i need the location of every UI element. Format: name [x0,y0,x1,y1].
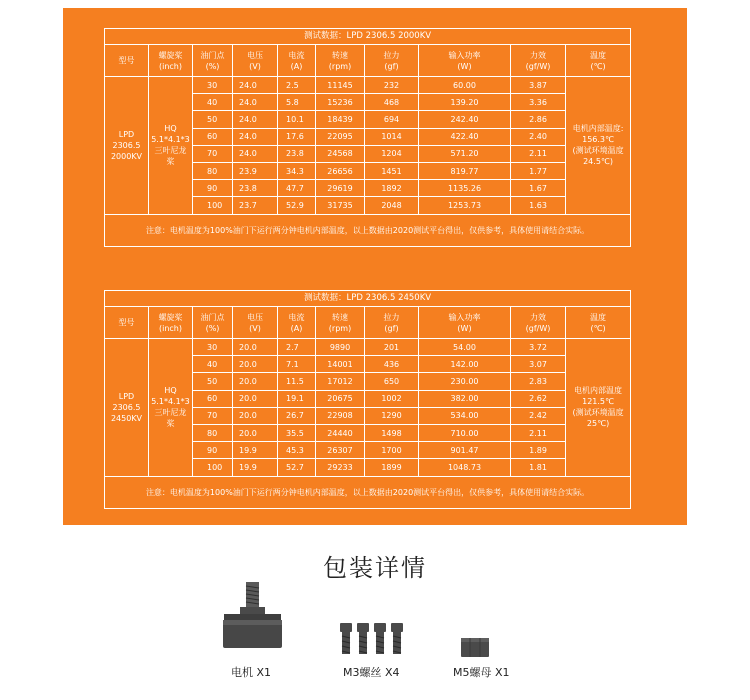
data-cell: 52.7 [278,459,316,476]
data-cell: 2.5 [278,77,316,94]
cell-line: LPD [118,391,135,401]
propeller-cell [149,77,193,215]
package-item-motor [215,580,290,650]
cell-line: (inch) [158,323,182,333]
data-cell: 2.7 [278,339,316,356]
cell-line: 电压 [247,50,263,60]
cell-line: 力效 [530,50,546,60]
data-cell: 31735 [316,197,365,214]
data-cell: 20.0 [233,339,278,356]
data-cell: 2.11 [511,145,566,162]
cell-line: 2000KV [110,151,143,161]
data-cell: 24.0 [233,111,278,128]
cell-line: 三叶尼龙 [154,146,187,156]
cell-line: (测试环境温度 [572,408,624,418]
column-header [566,307,631,339]
data-cell: 201 [365,339,419,356]
column-header [365,307,419,339]
motor-icon [215,580,290,650]
cell-line: 2450KV [110,413,143,423]
cell-line: 桨 [166,419,175,429]
data-cell: 2.86 [511,111,566,128]
data-cell: 23.9 [233,162,278,179]
temperature-cell [566,339,631,477]
data-cell: 29233 [316,459,365,476]
cell-line: (A) [290,61,303,71]
data-cell: 2.83 [511,373,566,390]
cell-line: 121.5℃ [582,397,614,407]
data-cell: 2.11 [511,424,566,441]
column-header [316,45,365,77]
package-item-screws [336,622,408,656]
data-cell: 50 [193,373,233,390]
data-cell: 1290 [365,407,419,424]
table-note: 注意：电机温度为100%油门下运行两分钟电机内部温度，以上数据由2020测试平台得出，仅供参考，具体使用请结合实际。 [105,476,631,508]
cell-line: HQ [164,124,177,134]
cell-line: 输入功率 [448,312,481,322]
cell-line: 转速 [332,312,348,322]
data-cell: 17.6 [278,128,316,145]
cell-line: (gf/W) [525,61,551,71]
data-cell: 35.5 [278,424,316,441]
data-cell: 22095 [316,128,365,145]
data-cell: 468 [365,94,419,111]
column-header [193,45,233,77]
data-cell: 22908 [316,407,365,424]
cell-line: LPD [118,129,135,139]
data-cell: 20.0 [233,407,278,424]
cell-line: 电流 [288,50,305,60]
column-header [511,307,566,339]
data-cell: 1700 [365,442,419,459]
data-cell: 24.0 [233,94,278,111]
data-cell: 11145 [316,77,365,94]
data-cell: 20675 [316,390,365,407]
data-cell: 24568 [316,145,365,162]
cell-line: 油门点 [200,312,225,322]
screws-icon [336,622,408,656]
data-cell: 1.63 [511,197,566,214]
data-cell: 23.8 [233,180,278,197]
table-row [105,77,631,94]
data-cell: 1892 [365,180,419,197]
data-cell: 2.42 [511,407,566,424]
data-cell: 17012 [316,373,365,390]
cell-line: 转速 [332,50,348,60]
data-cell: 710.00 [419,424,511,441]
data-cell: 80 [193,424,233,441]
data-cell: 534.00 [419,407,511,424]
cell-line: (gf) [384,61,399,71]
cell-line: (V) [249,61,261,71]
data-cell: 23.7 [233,197,278,214]
table-title: 测试数据：LPD 2306.5 2450KV [105,291,631,307]
data-cell: 30 [193,339,233,356]
data-cell: 50 [193,111,233,128]
data-cell: 571.20 [419,145,511,162]
table-header-row [105,307,631,339]
cell-line: 电机内部温度 [574,386,623,396]
column-header [278,45,316,77]
cell-line: (rpm) [328,61,352,71]
data-cell: 60.00 [419,77,511,94]
data-cell: 1135.26 [419,180,511,197]
propeller-cell [149,339,193,477]
data-cell: 436 [365,356,419,373]
data-cell: 819.77 [419,162,511,179]
data-cell: 1002 [365,390,419,407]
cell-line: 2306.5 [112,402,141,412]
spec-table-2000kv [104,28,631,247]
cell-line: 24.5℃) [583,157,614,167]
data-cell: 382.00 [419,390,511,407]
cell-line: 电机内部温度: [572,124,624,134]
data-cell: 34.3 [278,162,316,179]
data-cell: 54.00 [419,339,511,356]
column-header [105,45,149,77]
data-cell: 20.0 [233,356,278,373]
data-cell: 19.1 [278,390,316,407]
data-cell: 139.20 [419,94,511,111]
cell-line: 2306.5 [112,140,141,150]
table-note: 注意：电机温度为100%油门下运行两分钟电机内部温度，以上数据由2020测试平台得出，仅供参考，具体使用请结合实际。 [105,214,631,246]
data-cell: 1.81 [511,459,566,476]
column-header [193,307,233,339]
model-cell [105,77,149,215]
data-cell: 26656 [316,162,365,179]
data-cell: 40 [193,356,233,373]
data-cell: 26307 [316,442,365,459]
data-cell: 47.7 [278,180,316,197]
cell-line: (℃) [590,323,606,333]
data-cell: 1899 [365,459,419,476]
cell-line: HQ [164,386,177,396]
data-cell: 23.8 [278,145,316,162]
column-header [419,307,511,339]
data-cell: 694 [365,111,419,128]
data-cell: 29619 [316,180,365,197]
cell-line: 型号 [118,318,135,327]
data-cell: 2.40 [511,128,566,145]
package-title: 包装详情 [323,554,427,582]
data-cell: 1.67 [511,180,566,197]
cell-line: (℃) [590,61,606,71]
data-cell: 3.36 [511,94,566,111]
package-item-label: M5螺母 X1 [453,666,510,679]
data-cell: 20.0 [233,373,278,390]
cell-line: 温度 [590,50,607,60]
data-cell: 1204 [365,145,419,162]
data-cell: 24.0 [233,128,278,145]
data-cell: 11.5 [278,373,316,390]
data-cell: 18439 [316,111,365,128]
data-cell: 45.3 [278,442,316,459]
cell-line: (%) [205,323,220,333]
data-cell: 1.77 [511,162,566,179]
data-cell: 100 [193,459,233,476]
data-cell: 24.0 [233,145,278,162]
cell-line: 螺旋桨 [158,312,183,322]
cell-line: 拉力 [383,50,400,60]
column-header [105,307,149,339]
package-item-label: 电机 X1 [231,666,272,679]
data-cell: 230.00 [419,373,511,390]
data-cell: 7.1 [278,356,316,373]
data-cell: 242.40 [419,111,511,128]
temperature-cell [566,77,631,215]
data-cell: 1014 [365,128,419,145]
data-cell: 1253.73 [419,197,511,214]
data-cell: 26.7 [278,407,316,424]
cell-line: 油门点 [200,50,225,60]
data-cell: 1451 [365,162,419,179]
column-header [566,45,631,77]
cell-line: 156.3℃ [582,135,614,145]
package-item-label: M3螺丝 X4 [343,666,400,679]
data-cell: 52.9 [278,197,316,214]
data-cell: 3.72 [511,339,566,356]
data-cell: 3.07 [511,356,566,373]
spec-table-2450kv [104,290,631,509]
cell-line: 电压 [247,312,263,322]
data-cell: 70 [193,145,233,162]
data-cell: 232 [365,77,419,94]
cell-line: 电流 [288,312,305,322]
column-header [233,45,278,77]
table-title: 测试数据：LPD 2306.5 2000KV [105,29,631,45]
data-cell: 1048.73 [419,459,511,476]
data-cell: 90 [193,442,233,459]
column-header [419,45,511,77]
data-cell: 3.87 [511,77,566,94]
column-header [278,307,316,339]
column-header [149,45,193,77]
data-cell: 2048 [365,197,419,214]
data-cell: 650 [365,373,419,390]
data-cell: 24440 [316,424,365,441]
cell-line: (A) [290,323,303,333]
model-cell [105,339,149,477]
table-row [105,339,631,356]
data-cell: 70 [193,407,233,424]
data-cell: 142.00 [419,356,511,373]
data-cell: 19.9 [233,459,278,476]
table-header-row [105,45,631,77]
data-cell: 30 [193,77,233,94]
cell-line: (W) [457,61,472,71]
data-cell: 80 [193,162,233,179]
data-cell: 1.89 [511,442,566,459]
data-cell: 20.0 [233,390,278,407]
data-cell: 14001 [316,356,365,373]
data-cell: 422.40 [419,128,511,145]
cell-line: 螺旋桨 [158,50,183,60]
data-cell: 90 [193,180,233,197]
cell-line: (rpm) [328,323,352,333]
cell-line: 桨 [166,157,175,167]
data-cell: 19.9 [233,442,278,459]
cell-line: (gf) [384,323,399,333]
data-cell: 40 [193,94,233,111]
data-cell: 100 [193,197,233,214]
data-cell: 10.1 [278,111,316,128]
cell-line: (%) [205,61,220,71]
column-header [149,307,193,339]
data-cell: 24.0 [233,77,278,94]
cell-line: 温度 [590,312,607,322]
column-header [233,307,278,339]
cell-line: (gf/W) [525,323,551,333]
package-item-nut [460,636,490,658]
cell-line: (V) [249,323,261,333]
data-cell: 2.62 [511,390,566,407]
data-cell: 20.0 [233,424,278,441]
column-header [365,45,419,77]
cell-line: 拉力 [383,312,400,322]
data-cell: 15236 [316,94,365,111]
data-cell: 60 [193,390,233,407]
cell-line: 力效 [530,312,546,322]
cell-line: 型号 [118,56,135,65]
cell-line: 25℃) [586,419,610,429]
cell-line: 5.1*4.1*3 [151,397,190,407]
cell-line: 5.1*4.1*3 [151,135,190,145]
cell-line: 输入功率 [448,50,481,60]
cell-line: 三叶尼龙 [154,408,187,418]
cell-line: (inch) [158,61,182,71]
data-cell: 9890 [316,339,365,356]
data-cell: 1498 [365,424,419,441]
nut-icon [460,636,490,658]
data-cell: 5.8 [278,94,316,111]
cell-line: (测试环境温度 [572,146,624,156]
column-header [511,45,566,77]
data-cell: 901.47 [419,442,511,459]
cell-line: (W) [457,323,472,333]
data-cell: 60 [193,128,233,145]
column-header [316,307,365,339]
